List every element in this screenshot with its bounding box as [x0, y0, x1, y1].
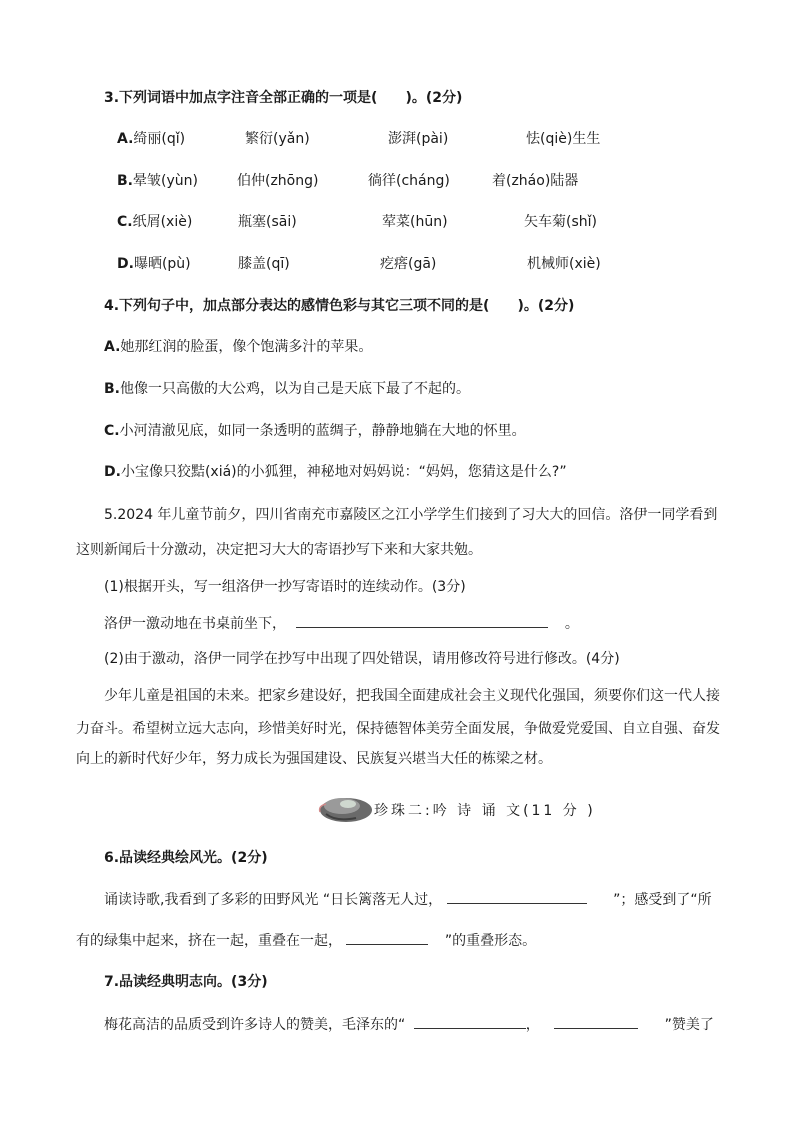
- section-banner: [316, 786, 596, 832]
- q3-option-c-item3: 荤菜(hūn): [382, 214, 448, 230]
- answer-blank[interactable]: [296, 613, 548, 628]
- option-key: C.: [117, 214, 133, 230]
- option-item: 曝晒(pù): [133, 256, 191, 272]
- q3-option-b-item2: 伯仲(zhōng): [237, 173, 319, 189]
- q4-option-a: [104, 337, 372, 357]
- q7-text-b: ”赞美了: [664, 1017, 714, 1033]
- q7-stem: 7.品读经典明志向。(3分): [104, 974, 268, 990]
- option-key: D.: [104, 464, 121, 480]
- option-key: D.: [117, 256, 134, 272]
- q5-sub1-answer: [104, 613, 579, 634]
- q7-line1: [104, 1014, 714, 1035]
- q3-option-c-item2: 瓶塞(sāi): [238, 214, 297, 230]
- answer-prefix: 洛伊一激动地在书桌前坐下，: [104, 616, 286, 632]
- q3-option-a: [117, 129, 185, 149]
- q3-option-d-item2: 膝盖(qī): [238, 256, 290, 272]
- q5-stem-line2: 这则新闻后十分激动，决定把习大大的寄语抄写下来和大家共勉。: [76, 542, 482, 558]
- q5-sub2: (2)由于激动，洛伊一同学在抄写中出现了四处错误，请用修改符号进行修改。(4分): [104, 651, 620, 667]
- q7-text-mid: ，: [525, 1017, 540, 1033]
- option-text: 小宝像只狡黠(xiá)的小狐狸，神秘地对妈妈说：“妈妈，您猜这是什么?”: [120, 464, 567, 480]
- q7-blank-1[interactable]: [414, 1014, 526, 1029]
- option-key: A.: [104, 339, 121, 355]
- q3-option-a-item3: 澎湃(pài): [388, 131, 449, 147]
- q6-line1: [104, 889, 712, 910]
- option-text: 她那红润的脸蛋，像个饱满多汁的苹果。: [120, 339, 373, 355]
- q6-text-c: 有的绿集中起来，挤在一起，重叠在一起，: [76, 933, 342, 949]
- q5-stem-line1: 5.2024 年儿童节前夕，四川省南充市嘉陵区之江小学学生们接到了习大大的回信。洛伊一同学看到: [104, 507, 718, 523]
- q6-stem: 6.品读经典绘风光。(2分): [104, 850, 268, 866]
- q6-blank-2[interactable]: [346, 930, 428, 945]
- q3-option-c-item4: 矢车菊(shǐ): [524, 214, 597, 230]
- q6-text-b: ”；感受到了“所: [613, 892, 712, 908]
- option-key: B.: [117, 173, 133, 189]
- q4-option-c: [104, 421, 526, 441]
- q3-option-c: [117, 212, 192, 232]
- option-key: B.: [104, 381, 120, 397]
- option-text: 小河清澈见底，如同一条透明的蓝绸子，静静地躺在大地的怀里。: [119, 423, 526, 439]
- stone-icon: [316, 786, 374, 826]
- q5-passage-line2: 力奋斗。希望树立远大志向，珍惜美好时光，保持德智体美劳全面发展，争做爱党爱国、自立自强、奋发: [76, 721, 720, 737]
- q6-text-d: ”的重叠形态。: [444, 933, 537, 949]
- q3-option-b-item4: 着(zháo)陆器: [492, 173, 579, 189]
- option-item: 绮丽(qǐ): [133, 131, 186, 147]
- q3-stem: 3.下列词语中加点字注音全部正确的一项是( )。(2分): [104, 90, 463, 106]
- q3-option-a-item2: 繁衍(yǎn): [245, 131, 310, 147]
- q7-text-a: 梅花高洁的品质受到许多诗人的赞美，毛泽东的“: [104, 1017, 406, 1033]
- q6-text-a: 诵读诗歌,我看到了多彩的田野风光 “日长篱落无人过，: [104, 892, 443, 908]
- option-item: 晕皱(yùn): [133, 173, 198, 189]
- q3-option-d-item4: 机械师(xiè): [527, 256, 601, 272]
- q3-option-a-item4: 怯(qiè)生生: [526, 131, 601, 147]
- q6-line2: [76, 930, 536, 951]
- q3-option-d: [117, 254, 191, 274]
- option-item: 纸屑(xiè): [132, 214, 193, 230]
- section-title: 珍珠二:吟 诗 诵 文(11 分 ): [374, 803, 596, 819]
- q4-option-b: [104, 379, 470, 399]
- answer-suffix: 。: [564, 616, 579, 632]
- q3-option-b-item3: 徜徉(cháng): [368, 173, 450, 189]
- q5-passage-line1: 少年儿童是祖国的未来。把家乡建设好，把我国全面建成社会主义现代化强国，须要你们这一代人接: [104, 688, 720, 704]
- q3-option-b: [117, 171, 198, 191]
- q7-blank-2[interactable]: [554, 1014, 638, 1029]
- option-text: 他像一只高傲的大公鸡，以为自己是天底下最了不起的。: [120, 381, 470, 397]
- q5-passage-line3: 向上的新时代好少年，努力成长为强国建设、民族复兴堪当大任的栋梁之材。: [76, 751, 552, 767]
- option-key: C.: [104, 423, 120, 439]
- q3-option-d-item3: 疙瘩(gā): [380, 256, 437, 272]
- q5-sub1: (1)根据开头，写一组洛伊一抄写寄语时的连续动作。(3分): [104, 579, 466, 595]
- option-key: A.: [117, 131, 134, 147]
- q6-blank-1[interactable]: [447, 889, 587, 904]
- q4-stem: 4.下列句子中，加点部分表达的感情色彩与其它三项不同的是( )。(2分): [104, 298, 575, 314]
- q4-option-d: [104, 462, 567, 482]
